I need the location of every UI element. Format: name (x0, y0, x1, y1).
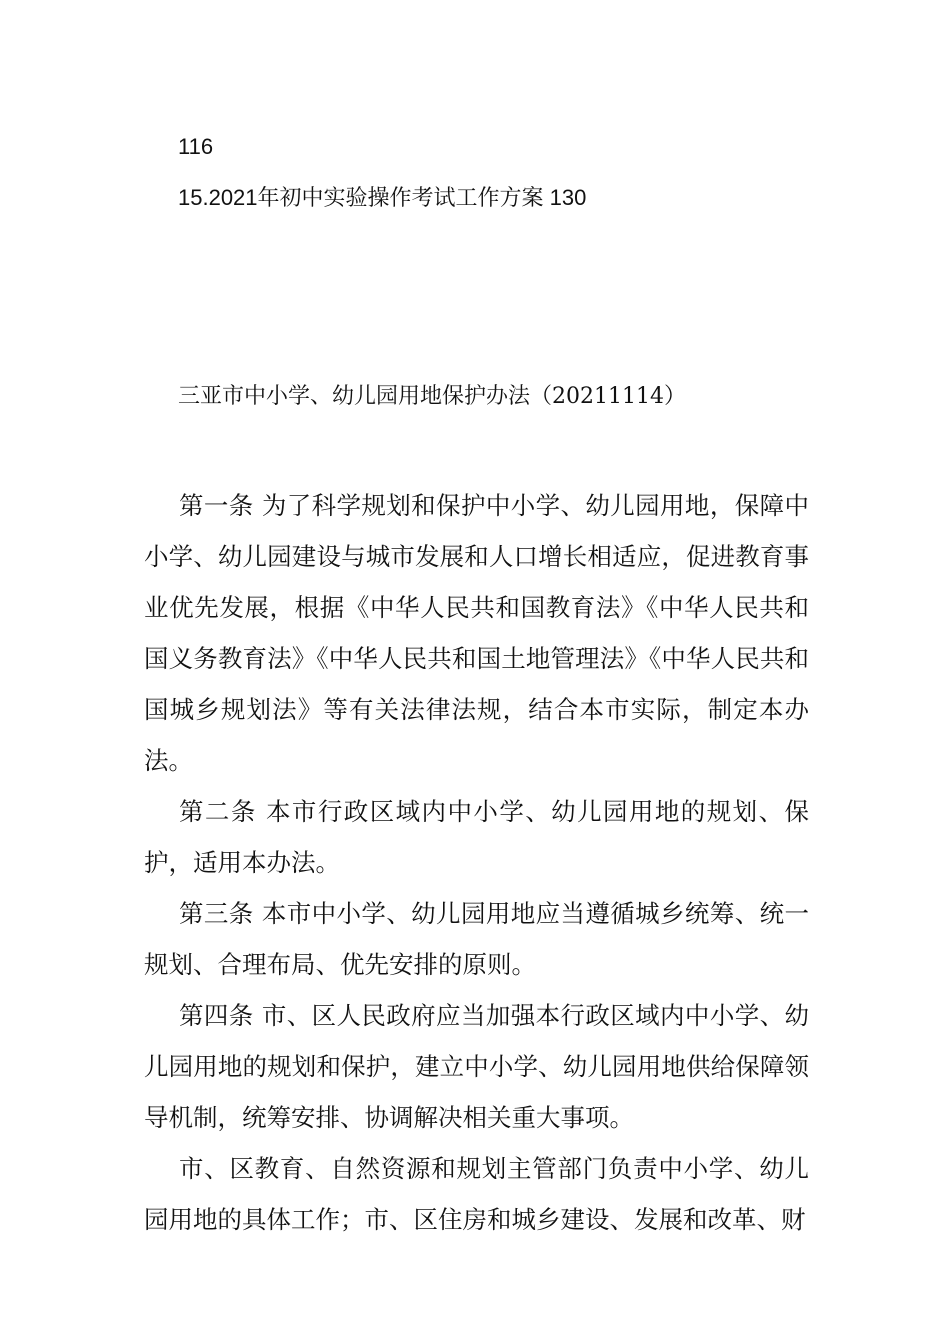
toc-page-number: 116 (178, 134, 214, 159)
article-4-continuation-paragraph: 市、区教育、自然资源和规划主管部门负责中小学、幼儿园用地的具体工作；市、区住房和城乡建设、发展和改革、财 (144, 1154, 809, 1234)
article-1-paragraph: 第一条 为了科学规划和保护中小学、幼儿园用地，保障中小学、幼儿园建设与城市发展和人口增长相适应，促进教育事业优先发展，根据《中华人民共和国教育法》《中华人民共和国义务教育法》《中华人民共和国土地管理法》《中华人民共和国城乡规划法》等有关法律法规，结合本市实际，制定本办法。 (144, 491, 809, 775)
article-2-paragraph: 第二条 本市行政区域内中小学、幼儿园用地的规划、保护，适用本办法。 (144, 797, 809, 877)
article-4-paragraph: 第四条 市、区人民政府应当加强本行政区域内中小学、幼儿园用地的规划和保护，建立中小学、幼儿园用地供给保障领导机制，统筹安排、协调解决相关重大事项。 (144, 1001, 809, 1132)
document-title: 三亚市中小学、幼儿园用地保护办法（20211114） (178, 384, 686, 409)
document-body (144, 480, 809, 1245)
article-3-paragraph: 第三条 本市中小学、幼儿园用地应当遵循城乡统筹、统一规划、合理布局、优先安排的原则。 (144, 899, 809, 979)
toc-entry: 15.2021年初中实验操作考试工作方案 130 (178, 185, 587, 210)
